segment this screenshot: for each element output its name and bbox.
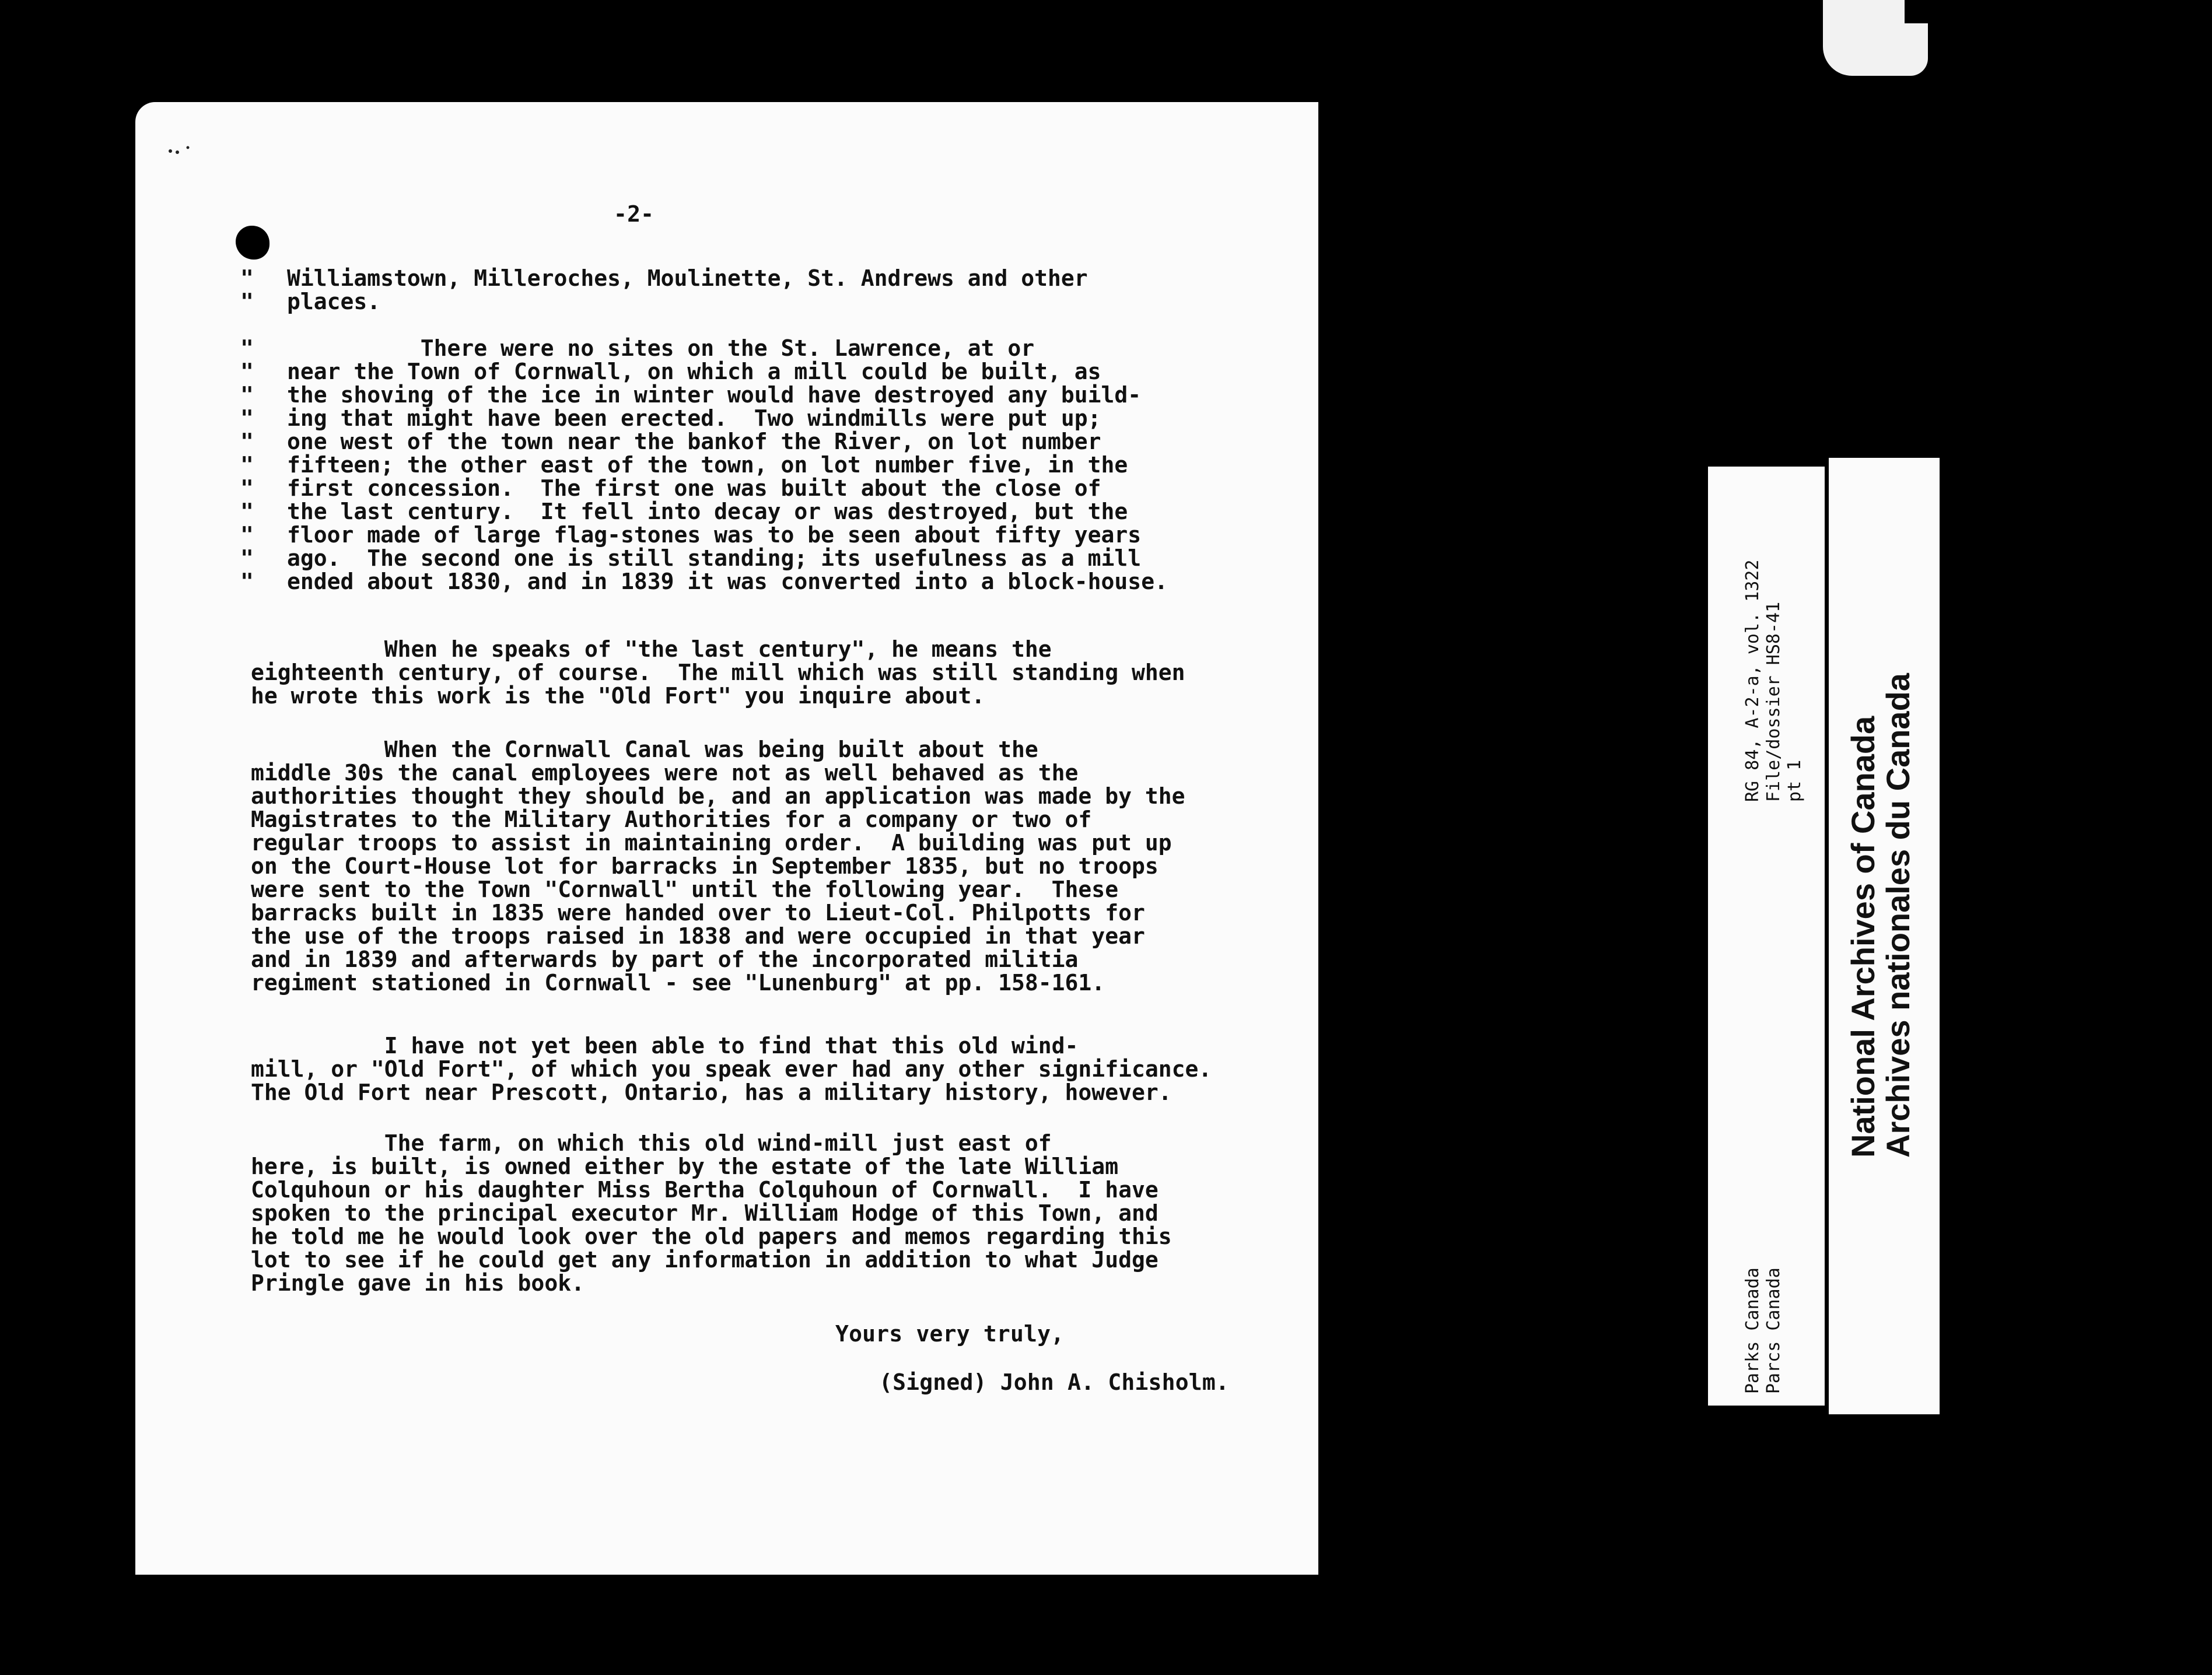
quoted-passage [240, 267, 1168, 593]
national-archives-line2: Archives nationales du Canada [1880, 673, 1916, 1158]
paragraph-line: here, is built, is owned either by the estate of the late William [251, 1154, 1119, 1179]
page-specks [164, 141, 211, 158]
paragraph-line: he wrote this work is the "Old Fort" you inquire about. [251, 683, 985, 709]
quote-text: There were no sites on the St. Lawrence, at or [287, 335, 1035, 361]
paragraph-line: the use of the troops raised in 1838 and were occupied in that year [251, 923, 1145, 949]
paragraph-line: middle 30s the canal employees were not as well behaved as the [251, 760, 1079, 786]
quote-mark: " [240, 335, 254, 361]
quote-text: the last century. It fell into decay or was destroyed, but the [287, 499, 1128, 524]
quote-line [240, 407, 1168, 430]
paragraph-line: authorities thought they should be, and an application was made by the [251, 783, 1185, 809]
paragraph-line: When the Cornwall Canal was being built about the [251, 737, 1038, 762]
rg-reference-line2: File/dossier HS8-41 [1763, 601, 1784, 802]
signature-line: (Signed) John A. Chisholm. [879, 1369, 1230, 1395]
paragraph-line: spoken to the principal executor Mr. William Hodge of this Town, and [251, 1200, 1158, 1226]
quote-line [240, 290, 1168, 313]
quote-line [240, 383, 1168, 407]
paragraph-old-fort [251, 1034, 1212, 1104]
letter-page [135, 102, 1318, 1575]
national-archives-line1: National Archives of Canada [1845, 716, 1881, 1158]
quote-mark: " [240, 452, 254, 478]
punch-hole [236, 226, 270, 260]
parks-canada-line1: Parks Canada [1742, 1267, 1763, 1394]
quote-line [240, 500, 1168, 523]
quote-line [240, 523, 1168, 546]
rg-reference-line1: RG 84, A-2-a, vol. 1322 [1742, 559, 1763, 802]
quote-mark: " [240, 289, 254, 314]
quote-text: places. [287, 289, 381, 314]
paragraph-line: were sent to the Town "Cornwall" until the following year. These [251, 877, 1119, 902]
quote-line [240, 430, 1168, 453]
reference-label [1708, 467, 1825, 1406]
paragraph-line: regiment stationed in Cornwall - see "Lunenburg" at pp. 158-161. [251, 970, 1105, 996]
paragraph-line: on the Court-House lot for barracks in September 1835, but no troops [251, 853, 1158, 879]
quote-mark: " [240, 382, 254, 408]
quote-mark: " [240, 429, 254, 454]
quote-text: near the Town of Cornwall, on which a mill could be built, as [287, 359, 1101, 384]
paragraph-line: regular troops to assist in maintaining order. A building was put up [251, 830, 1172, 856]
paragraph-line: Magistrates to the Military Authorities for a company or two of [251, 807, 1092, 832]
paragraph-line: Colquhoun or his daughter Miss Bertha Colquhoun of Cornwall. I have [251, 1177, 1158, 1203]
paragraph-farm [251, 1131, 1172, 1295]
quote-mark: " [240, 522, 254, 548]
paragraph-line: and in 1839 and afterwards by part of the incorporated militia [251, 947, 1079, 972]
quote-text: Williamstown, Milleroches, Moulinette, St. Andrews and other [287, 265, 1088, 291]
paragraph-line: When he speaks of "the last century", he means the [251, 636, 1052, 662]
page-number: -2- [614, 201, 654, 227]
quote-line [240, 313, 1168, 337]
quote-mark: " [240, 499, 254, 524]
paragraph-line: lot to see if he could get any information in addition to what Judge [251, 1247, 1158, 1273]
paragraph-line: Pringle gave in his book. [251, 1270, 584, 1296]
quote-line [240, 453, 1168, 476]
closing-salutation: Yours very truly, [835, 1321, 1065, 1347]
quote-mark: " [240, 545, 254, 571]
paragraph-cornwall-canal [251, 738, 1185, 994]
parks-canada-line2: Parcs Canada [1763, 1267, 1784, 1394]
quote-mark: " [240, 265, 254, 291]
quote-line [240, 267, 1168, 290]
quote-line [240, 476, 1168, 500]
paragraph-line: eighteenth century, of course. The mill which was still standing when [251, 660, 1185, 685]
paragraph-line: he told me he would look over the old papers and memos regarding this [251, 1224, 1172, 1249]
paragraph-line: I have not yet been able to find that this old wind- [251, 1033, 1079, 1059]
paragraph-line: The Old Fort near Prescott, Ontario, has a military history, however. [251, 1080, 1172, 1105]
quote-mark: " [240, 569, 254, 594]
corner-tab [1823, 0, 1928, 76]
quote-text: fifteen; the other east of the town, on lot number five, in the [287, 452, 1128, 478]
paragraph-last-century [251, 637, 1185, 707]
paragraph-line: barracks built in 1835 were handed over to Lieut-Col. Philpotts for [251, 900, 1145, 926]
quote-line [240, 546, 1168, 570]
quote-mark [240, 313, 287, 337]
archives-label [1829, 458, 1940, 1414]
quote-mark: " [240, 475, 254, 501]
quote-line [240, 337, 1168, 360]
quote-text: the shoving of the ice in winter would have destroyed any build- [287, 382, 1142, 408]
quote-text: ing that might have been erected. Two windmills were put up; [287, 405, 1101, 431]
paragraph-line: mill, or "Old Fort", of which you speak ever had any other significance. [251, 1056, 1212, 1082]
quote-text: floor made of large flag-stones was to be seen about fifty years [287, 522, 1142, 548]
quote-line [240, 570, 1168, 593]
quote-mark: " [240, 405, 254, 431]
rg-reference-line3: pt 1 [1784, 759, 1805, 802]
quote-mark: " [240, 359, 254, 384]
quote-line [240, 360, 1168, 383]
quote-text: ended about 1830, and in 1839 it was converted into a block-house. [287, 569, 1168, 594]
quote-text: ago. The second one is still standing; its usefulness as a mill [287, 545, 1142, 571]
quote-text: one west of the town near the bankof the River, on lot number [287, 429, 1101, 454]
quote-text: first concession. The first one was built about the close of [287, 475, 1101, 501]
paragraph-line: The farm, on which this old wind-mill just east of [251, 1130, 1052, 1156]
